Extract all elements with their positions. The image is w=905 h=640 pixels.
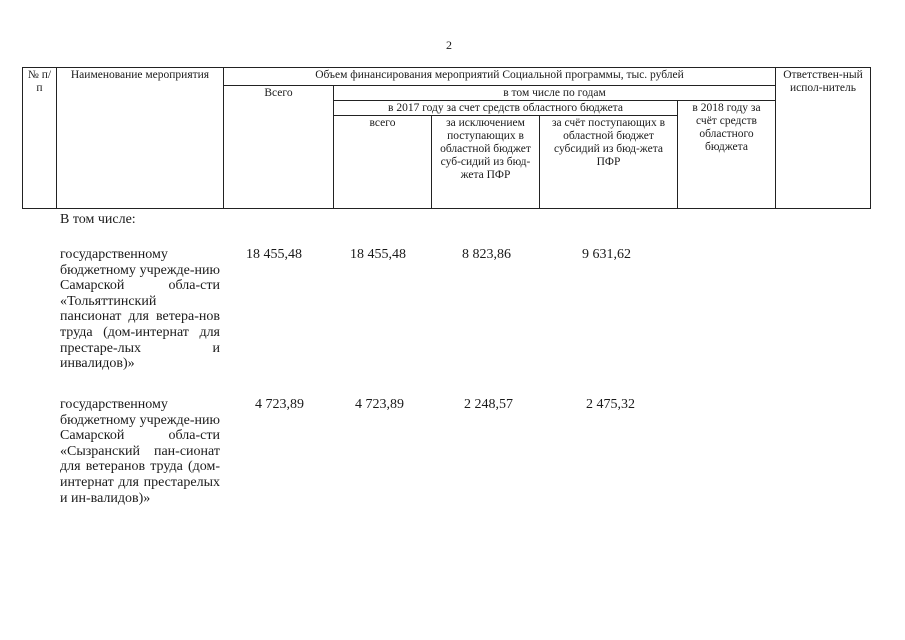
header-col-no: № п/п bbox=[23, 68, 57, 209]
header-table bbox=[22, 67, 871, 209]
intro-label: В том числе: bbox=[60, 212, 136, 227]
header-col-name: Наименование мероприятия bbox=[57, 68, 224, 209]
header-col-by-years: в том числе по годам bbox=[334, 86, 776, 101]
row-2-2017-total: 4 723,89 bbox=[355, 397, 404, 412]
header-col-volume: Объем финансирования мероприятий Социальной программы, тыс. рублей bbox=[224, 68, 776, 86]
row-1-2017-pfr: 9 631,62 bbox=[582, 247, 631, 262]
row-2-total: 4 723,89 bbox=[255, 397, 304, 412]
row-1-total: 18 455,48 bbox=[246, 247, 302, 262]
row-1-2017-excl: 8 823,86 bbox=[462, 247, 511, 262]
row-2-2017-pfr: 2 475,32 bbox=[586, 397, 635, 412]
page-number: 2 bbox=[446, 38, 452, 52]
row-2-name: государственному бюджетному учрежде-нию Самарской обла-сти «Сызранский пан-сионат для ветеранов труда (дом-интернат для престарелых и ин-валидов)» bbox=[60, 397, 220, 506]
row-1-name: государственному бюджетному учрежде-нию Самарской обла-сти «Тольяттинский пансионат для ветера-нов труда (дом-интернат для престаре-лых и инвалидов)» bbox=[60, 247, 220, 372]
header-col-total: Всего bbox=[224, 86, 334, 209]
header-col-2017: в 2017 году за счет средств областного бюджета bbox=[334, 101, 678, 116]
header-col-2017-total: всего bbox=[334, 116, 432, 209]
header-col-2017-excl: за исключением поступающих в областной бюджет суб-сидий из бюд-жета ПФР bbox=[432, 116, 540, 209]
header-col-responsible: Ответствен-ный испол-нитель bbox=[776, 68, 871, 209]
row-2-2017-excl: 2 248,57 bbox=[464, 397, 513, 412]
header-col-2017-pfr: за счёт поступающих в областной бюджет субсидий из бюд-жета ПФР bbox=[540, 116, 678, 209]
row-1-2017-total: 18 455,48 bbox=[350, 247, 406, 262]
header-col-2018: в 2018 году за счёт средств областного бюджета bbox=[678, 101, 776, 209]
